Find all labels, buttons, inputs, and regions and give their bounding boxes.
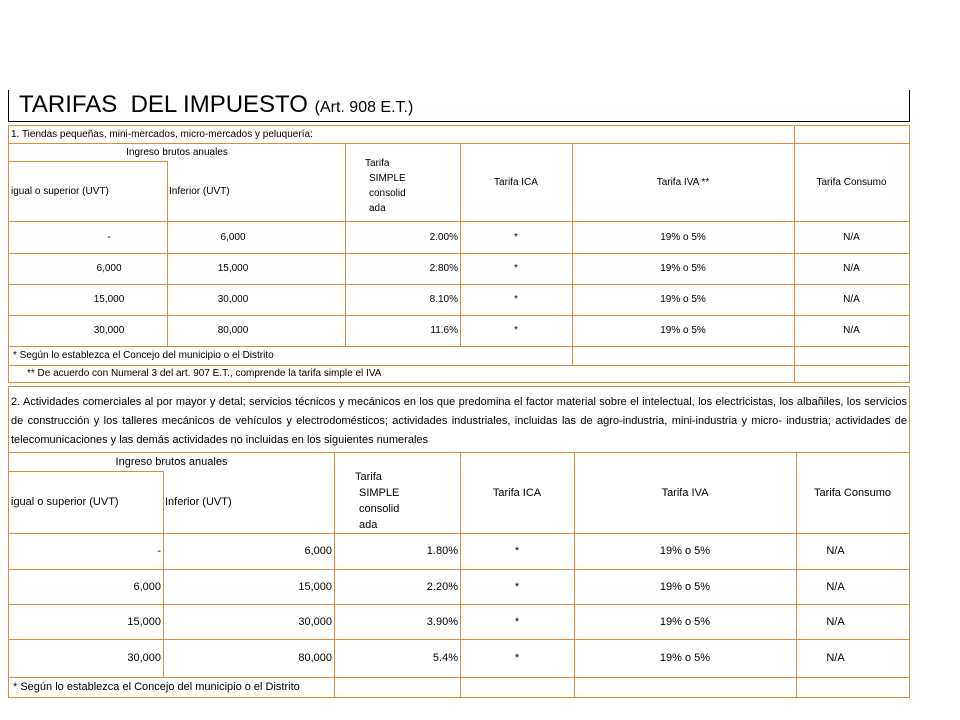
section2-heading: 2. Actividades comerciales al por mayor y detal; servicios técnicos y mecánicos en los que predomina el factor material sobre el intelectual, los electricistas, los albañiles, los servicios de construcción y los talleres mecánicos de vehículos y electrodomésticos; actividades industriales, incluidas las de agro-industria, mini-industria y micro- industria; actividades de telecomunicaciones y las demás actividades no incluidas en los siguientes numerales <box>11 396 907 446</box>
cell-ica: * <box>514 294 518 305</box>
col-ica-header: Tarifa ICA <box>494 176 538 188</box>
cell-rate: 8.10% <box>429 294 458 305</box>
col-simple-line: consolid <box>359 503 400 515</box>
cell-ica: * <box>514 263 518 274</box>
cell-from: - <box>107 231 111 243</box>
title-main-text: TARIFAS DEL IMPUESTO <box>19 91 315 118</box>
section1-note2: ** De acuerdo con Numeral 3 del art. 907 E.T., comprende la tarifa simple el IVA <box>27 368 382 379</box>
cell-to: 80,000 <box>217 325 249 336</box>
cell-consumo: N/A <box>843 325 860 336</box>
col-igual-header: igual o superior (UVT) <box>11 185 109 197</box>
cell-consumo: N/A <box>826 615 845 628</box>
cell-consumo: N/A <box>843 231 860 243</box>
table-section-1 <box>8 125 910 383</box>
cell-ica: * <box>514 580 520 593</box>
cell-from: 30,000 <box>127 652 161 664</box>
cell-ica: * <box>514 231 518 243</box>
cell-rate: 11.6% <box>430 325 458 336</box>
cell-consumo: N/A <box>826 652 845 664</box>
cell-consumo: N/A <box>826 545 845 557</box>
col-inferior-header: Inferior (UVT) <box>169 185 230 197</box>
col-consumo-header: Tarifa Consumo <box>813 486 892 499</box>
col-simple-line: Tarifa <box>365 158 390 169</box>
cell-rate: 3.90% <box>426 615 458 628</box>
cell-ica: * <box>514 615 520 628</box>
section2-note1: * Según lo establezca el Concejo del municipio o el Distrito <box>13 681 300 693</box>
cell-ica: * <box>514 325 518 336</box>
cell-consumo: N/A <box>843 263 860 274</box>
col-igual-header: igual o superior (UVT) <box>11 496 119 508</box>
col-simple-line: ada <box>359 519 378 531</box>
title-article-ref: (Art. 908 E.T.) <box>314 99 414 116</box>
cell-to: 30,000 <box>217 294 249 305</box>
cell-to: 6,000 <box>220 231 246 243</box>
cell-iva: 19% o 5% <box>660 294 706 305</box>
cell-to: 80,000 <box>298 652 332 664</box>
cell-rate: 2.80% <box>429 263 458 274</box>
section1-note1: * Según lo establezca el Concejo del municipio o el Distrito <box>13 350 274 361</box>
col-iva-header: Tarifa IVA ** <box>656 176 710 188</box>
col-simple-line: SIMPLE <box>369 173 406 184</box>
cell-to: 6,000 <box>304 545 332 557</box>
col-simple-header <box>355 469 399 533</box>
col-inferior-header: Inferior (UVT) <box>165 496 232 508</box>
col-ica-header: Tarifa ICA <box>492 486 542 499</box>
cell-iva: 19% o 5% <box>660 325 706 336</box>
page-title <box>19 91 413 119</box>
cell-rate: 5.4% <box>432 652 458 664</box>
col-simple-line: SIMPLE <box>359 487 400 499</box>
cell-rate: 2.00% <box>429 231 458 243</box>
col-ingreso-header: Ingreso brutos anuales <box>126 146 228 158</box>
cell-from: - <box>157 545 161 557</box>
cell-consumo: N/A <box>826 580 845 593</box>
col-simple-line: consolid <box>369 188 406 199</box>
cell-iva: 19% o 5% <box>659 545 711 557</box>
cell-ica: * <box>514 652 520 664</box>
col-simple-line: Tarifa <box>355 471 382 483</box>
col-ingreso-header: Ingreso brutos anuales <box>115 455 228 468</box>
col-simple-line: ada <box>369 203 386 214</box>
cell-iva: 19% o 5% <box>659 652 711 664</box>
cell-consumo: N/A <box>843 294 860 305</box>
cell-rate: 1.80% <box>426 545 458 557</box>
cell-from: 6,000 <box>133 580 161 593</box>
section1-heading: 1. Tiendas pequeñas, mini-mercados, micro-mercados y peluquería: <box>11 129 313 140</box>
cell-iva: 19% o 5% <box>659 580 711 593</box>
cell-iva: 19% o 5% <box>660 231 706 243</box>
cell-to: 15,000 <box>217 263 249 274</box>
cell-iva: 19% o 5% <box>659 615 711 628</box>
table-section-2 <box>8 386 910 698</box>
cell-from: 6,000 <box>96 263 122 274</box>
col-consumo-header: Tarifa Consumo <box>816 176 887 188</box>
cell-to: 30,000 <box>298 615 332 628</box>
cell-iva: 19% o 5% <box>660 263 706 274</box>
cell-ica: * <box>514 545 520 557</box>
cell-from: 15,000 <box>127 615 161 628</box>
cell-to: 15,000 <box>298 580 332 593</box>
col-iva-header: Tarifa IVA <box>661 486 709 499</box>
cell-rate: 2.20% <box>426 580 458 593</box>
cell-from: 15,000 <box>93 294 125 305</box>
col-simple-header <box>365 156 406 216</box>
cell-from: 30,000 <box>93 325 125 336</box>
title-box <box>8 90 910 122</box>
